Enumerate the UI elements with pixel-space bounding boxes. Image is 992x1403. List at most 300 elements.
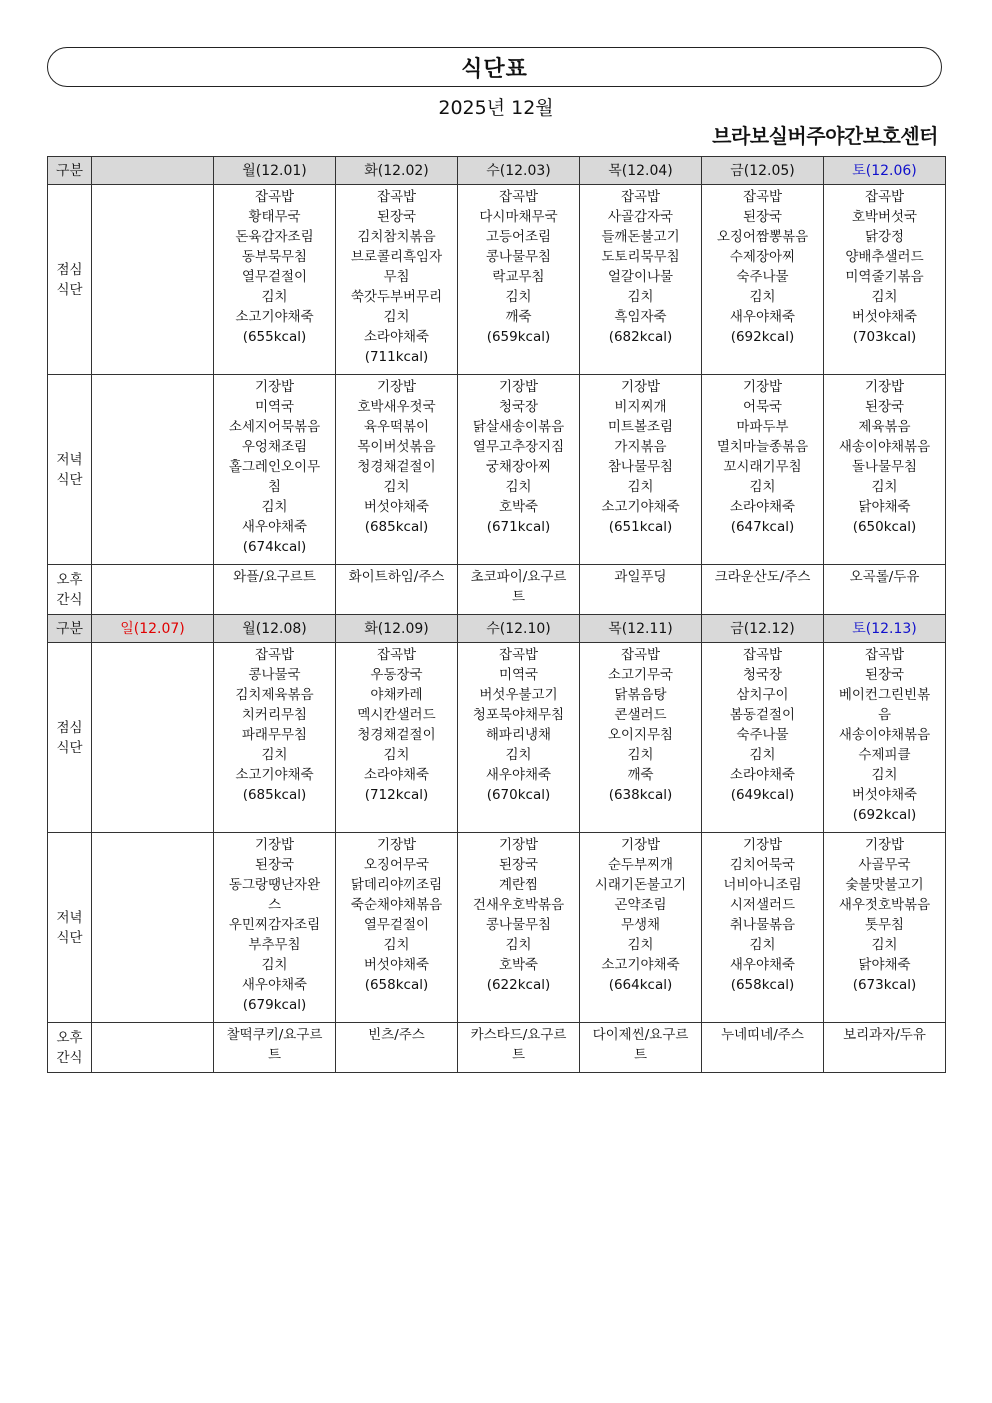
menu-item: 김치 xyxy=(383,937,410,953)
menu-item: 소고기야채죽 xyxy=(235,309,314,325)
menu-item: 기장밥 xyxy=(254,379,295,395)
snack-cell xyxy=(336,1023,458,1073)
menu-item: 소고기무국 xyxy=(607,667,674,683)
menu-item: 기장밥 xyxy=(620,379,661,395)
menu-item: (685kcal) xyxy=(242,787,307,803)
dinner-cell xyxy=(824,375,946,565)
menu-item: 너비아니조림 xyxy=(723,877,802,893)
lunch-label xyxy=(48,185,92,375)
menu-item: (650kcal) xyxy=(852,519,917,535)
menu-item: 김치 xyxy=(871,289,898,305)
menu-item: (692kcal) xyxy=(852,807,917,823)
menu-item: 해파리냉채 xyxy=(485,727,552,743)
menu-item: 소고기야채죽 xyxy=(601,499,680,515)
menu-item: (712kcal) xyxy=(364,787,429,803)
menu-item: 잡곡밥 xyxy=(254,189,295,205)
menu-item: 김치 xyxy=(383,479,410,495)
menu-item: 김치 xyxy=(749,747,776,763)
menu-item: 김치 xyxy=(749,479,776,495)
dinner-cell xyxy=(214,833,336,1023)
menu-item: 잡곡밥 xyxy=(864,189,905,205)
menu-item: 김치 xyxy=(261,957,288,973)
menu-month: 2025년 12월 xyxy=(438,97,554,119)
dinner-cell xyxy=(92,833,214,1023)
menu-item: (651kcal) xyxy=(608,519,673,535)
lunch-label xyxy=(48,643,92,833)
label-line: 오후 xyxy=(56,571,83,588)
menu-item: 봄동겉절이 xyxy=(729,707,796,723)
lunch-cell xyxy=(580,643,702,833)
menu-item: 김치 xyxy=(383,747,410,763)
menu-item: 트 xyxy=(511,1047,526,1063)
menu-item: (658kcal) xyxy=(730,977,795,993)
day-header: 금(12.05) xyxy=(702,157,824,185)
menu-item: 김치 xyxy=(261,499,288,515)
snack-cell xyxy=(580,565,702,615)
menu-item: (647kcal) xyxy=(730,519,795,535)
menu-item: 얼갈이나물 xyxy=(607,269,674,285)
menu-item: 버섯야채죽 xyxy=(363,957,430,973)
menu-item: 호박새우젓국 xyxy=(357,399,436,415)
snack-cell xyxy=(824,565,946,615)
menu-item: 잡곡밥 xyxy=(254,647,295,663)
menu-item: 열무겉절이 xyxy=(241,269,308,285)
day-header: 수(12.10) xyxy=(458,615,580,643)
menu-item: 음 xyxy=(877,707,892,723)
menu-item: 화이트하임/주스 xyxy=(348,569,445,585)
menu-item: 새우야채죽 xyxy=(241,519,308,535)
menu-item: 김치 xyxy=(505,937,532,953)
menu-item: 멕시칸샐러드 xyxy=(357,707,436,723)
menu-item: 미트볼조림 xyxy=(607,419,674,435)
snack-cell xyxy=(458,565,580,615)
menu-item: 가지볶음 xyxy=(614,439,667,455)
menu-item: 콩나물국 xyxy=(248,667,301,683)
menu-item: 잡곡밥 xyxy=(620,647,661,663)
menu-item: 비지찌개 xyxy=(614,399,667,415)
menu-item: 수제장아찌 xyxy=(729,249,796,265)
snack-cell xyxy=(92,1023,214,1073)
menu-item: 깨죽 xyxy=(505,309,532,325)
snack-row xyxy=(48,565,946,615)
menu-item: 톳무침 xyxy=(864,917,905,933)
menu-item: 돌나물무침 xyxy=(851,459,918,475)
menu-item: 돈육감자조림 xyxy=(235,229,314,245)
dinner-cell xyxy=(336,833,458,1023)
dinner-label xyxy=(48,833,92,1023)
week-header-row xyxy=(48,157,946,185)
menu-item: 닭볶음탕 xyxy=(614,687,667,703)
dinner-cell xyxy=(580,375,702,565)
label-line: 저녁 xyxy=(56,451,83,468)
label-line: 식단 xyxy=(56,929,83,946)
menu-item: 빈츠/주스 xyxy=(368,1027,425,1043)
day-header: 월(12.01) xyxy=(214,157,336,185)
title-box xyxy=(47,47,942,87)
label-line: 식단 xyxy=(56,739,83,756)
category-header: 구분 xyxy=(48,157,92,185)
menu-item: 콩나물무침 xyxy=(485,249,552,265)
menu-item: 청경채겉절이 xyxy=(357,727,436,743)
menu-item: 락교무침 xyxy=(492,269,545,285)
menu-item: 죽순채야채볶음 xyxy=(350,897,443,913)
menu-item: 우동장국 xyxy=(370,667,423,683)
menu-item: 침 xyxy=(267,479,282,495)
menu-item: (685kcal) xyxy=(364,519,429,535)
day-header: 화(12.02) xyxy=(336,157,458,185)
menu-item: 된장국 xyxy=(498,857,539,873)
menu-item: 버섯야채죽 xyxy=(851,787,918,803)
lunch-cell xyxy=(92,185,214,375)
snack-cell xyxy=(336,565,458,615)
menu-item: 어묵국 xyxy=(742,399,783,415)
dinner-cell xyxy=(458,375,580,565)
lunch-cell xyxy=(580,185,702,375)
menu-item: 무생채 xyxy=(620,917,661,933)
menu-item: (711kcal) xyxy=(364,349,429,365)
menu-item: 닭야채죽 xyxy=(858,499,911,515)
menu-item: 청포묵야채무침 xyxy=(472,707,565,723)
lunch-cell xyxy=(214,185,336,375)
menu-item: 된장국 xyxy=(254,857,295,873)
menu-item: 소라야채죽 xyxy=(729,499,796,515)
menu-item: 동그랑땡난자완 xyxy=(228,877,321,893)
menu-item: 계란찜 xyxy=(498,877,539,893)
menu-item: 닭살새송이볶음 xyxy=(472,419,565,435)
day-header: 화(12.09) xyxy=(336,615,458,643)
label-line: 오후 xyxy=(56,1029,83,1046)
menu-item: 호박죽 xyxy=(498,957,539,973)
menu-item: 목이버섯볶음 xyxy=(357,439,436,455)
dinner-cell xyxy=(580,833,702,1023)
week-header-row xyxy=(48,615,946,643)
menu-item: 숯불맛불고기 xyxy=(845,877,924,893)
menu-item: 스 xyxy=(267,897,282,913)
menu-table xyxy=(47,156,946,1073)
menu-item: 소세지어묵볶음 xyxy=(228,419,321,435)
menu-item: 기장밥 xyxy=(254,837,295,853)
menu-item: 기장밥 xyxy=(742,837,783,853)
menu-item: 참나물무침 xyxy=(607,459,674,475)
menu-item: (658kcal) xyxy=(364,977,429,993)
label-line: 식단 xyxy=(56,471,83,488)
menu-item: 제육볶음 xyxy=(858,419,911,435)
menu-item: 김치 xyxy=(627,747,654,763)
menu-item: 누네띠네/주스 xyxy=(721,1027,804,1043)
menu-item: 시저샐러드 xyxy=(729,897,796,913)
menu-item: 새우야채죽 xyxy=(241,977,308,993)
menu-item: 콩나물무침 xyxy=(485,917,552,933)
menu-item: 다시마채무국 xyxy=(479,209,558,225)
menu-item: 기장밥 xyxy=(376,379,417,395)
menu-item: 흑임자죽 xyxy=(614,309,667,325)
menu-item: 미역국 xyxy=(498,667,539,683)
menu-item: 황태무국 xyxy=(248,209,301,225)
menu-item: 브로콜리흑임자 xyxy=(350,249,443,265)
label-line: 점심 xyxy=(56,261,83,278)
menu-item: 육우떡볶이 xyxy=(363,419,430,435)
menu-item: 우엉채조림 xyxy=(241,439,308,455)
menu-item: 콘샐러드 xyxy=(614,707,667,723)
snack-cell xyxy=(580,1023,702,1073)
menu-item: 사골감자국 xyxy=(607,209,674,225)
menu-item: 김치 xyxy=(627,937,654,953)
menu-item: 김치 xyxy=(871,937,898,953)
menu-item: 열무겉절이 xyxy=(363,917,430,933)
menu-item: 새우야채죽 xyxy=(729,957,796,973)
menu-item: 김치 xyxy=(871,767,898,783)
menu-item: 청국장 xyxy=(498,399,539,415)
snack-label xyxy=(48,1023,92,1073)
menu-item: 버섯우불고기 xyxy=(479,687,558,703)
menu-item: 닭야채죽 xyxy=(858,957,911,973)
menu-item: 김치 xyxy=(749,937,776,953)
menu-item: (692kcal) xyxy=(730,329,795,345)
menu-item: 김치 xyxy=(871,479,898,495)
menu-item: 새우야채죽 xyxy=(485,767,552,783)
menu-item: (649kcal) xyxy=(730,787,795,803)
dinner-cell xyxy=(92,375,214,565)
dinner-row xyxy=(48,375,946,565)
menu-item: 김치 xyxy=(383,309,410,325)
menu-item: 야채카레 xyxy=(370,687,423,703)
menu-item: 미역줄기볶음 xyxy=(845,269,924,285)
dinner-cell xyxy=(824,833,946,1023)
menu-item: 기장밥 xyxy=(376,837,417,853)
menu-item: 닭데리야끼조림 xyxy=(350,877,443,893)
dinner-row xyxy=(48,833,946,1023)
menu-item: 동부묵무침 xyxy=(241,249,308,265)
menu-item: 들깨돈불고기 xyxy=(601,229,680,245)
menu-item: 김치제육볶음 xyxy=(235,687,314,703)
menu-item: 궁채장아찌 xyxy=(485,459,552,475)
menu-item: 잡곡밥 xyxy=(498,647,539,663)
menu-item: 잡곡밥 xyxy=(376,647,417,663)
menu-item: 기장밥 xyxy=(498,379,539,395)
menu-item: 베이컨그린빈볶 xyxy=(838,687,931,703)
menu-item: 김치 xyxy=(505,479,532,495)
menu-item: (679kcal) xyxy=(242,997,307,1013)
lunch-cell xyxy=(702,643,824,833)
dinner-label xyxy=(48,375,92,565)
snack-row xyxy=(48,1023,946,1073)
menu-item: 멸치마늘종볶음 xyxy=(716,439,809,455)
menu-item: 청경채겉절이 xyxy=(357,459,436,475)
lunch-cell xyxy=(92,643,214,833)
menu-item: 과일푸딩 xyxy=(614,569,667,585)
menu-item: (664kcal) xyxy=(608,977,673,993)
snack-cell xyxy=(824,1023,946,1073)
menu-item: 소고기야채죽 xyxy=(235,767,314,783)
menu-item: 소고기야채죽 xyxy=(601,957,680,973)
snack-cell xyxy=(214,1023,336,1073)
menu-item: 오징어무국 xyxy=(363,857,430,873)
day-header: 목(12.11) xyxy=(580,615,702,643)
menu-item: 순두부찌개 xyxy=(607,857,674,873)
snack-cell xyxy=(458,1023,580,1073)
menu-item: 트 xyxy=(267,1047,282,1063)
menu-item: (655kcal) xyxy=(242,329,307,345)
menu-item: 김치 xyxy=(261,289,288,305)
menu-item: 꼬시래기무침 xyxy=(723,459,802,475)
menu-item: 호박버섯국 xyxy=(851,209,918,225)
menu-item: 호박죽 xyxy=(498,499,539,515)
menu-item: 쑥갓두부버무리 xyxy=(350,289,443,305)
menu-item: 취나물볶음 xyxy=(729,917,796,933)
menu-item: 김치 xyxy=(627,479,654,495)
label-line: 점심 xyxy=(56,719,83,736)
menu-item: 깨죽 xyxy=(627,767,654,783)
dinner-cell xyxy=(214,375,336,565)
menu-item: 김치 xyxy=(505,747,532,763)
menu-item: 부추무침 xyxy=(248,937,301,953)
lunch-row xyxy=(48,643,946,833)
menu-item: 찰떡쿠키/요구르 xyxy=(226,1027,323,1043)
label-line: 간식 xyxy=(56,1049,83,1066)
menu-item: (671kcal) xyxy=(486,519,551,535)
menu-item: 트 xyxy=(633,1047,648,1063)
day-header: 토(12.13) xyxy=(824,615,946,643)
menu-item: 파래무무침 xyxy=(241,727,308,743)
day-header xyxy=(92,157,214,185)
menu-item: 된장국 xyxy=(864,399,905,415)
menu-item: 소라야채죽 xyxy=(363,329,430,345)
day-header: 일(12.07) xyxy=(92,615,214,643)
snack-cell xyxy=(214,565,336,615)
menu-item: 초코파이/요구르 xyxy=(470,569,567,585)
day-header: 수(12.03) xyxy=(458,157,580,185)
menu-item: 잡곡밥 xyxy=(864,647,905,663)
menu-item: 곤약조림 xyxy=(614,897,667,913)
lunch-cell xyxy=(458,185,580,375)
menu-item: 된장국 xyxy=(742,209,783,225)
menu-item: 수제피클 xyxy=(858,747,911,763)
page-title: 식단표 xyxy=(461,56,528,82)
menu-item: 소라야채죽 xyxy=(363,767,430,783)
snack-label xyxy=(48,565,92,615)
menu-item: 김치어묵국 xyxy=(729,857,796,873)
menu-item: (638kcal) xyxy=(608,787,673,803)
lunch-cell xyxy=(824,185,946,375)
lunch-cell xyxy=(336,643,458,833)
menu-item: 닭강정 xyxy=(864,229,905,245)
label-line: 식단 xyxy=(56,281,83,298)
menu-item: 버섯야채죽 xyxy=(363,499,430,515)
snack-cell xyxy=(702,565,824,615)
dinner-cell xyxy=(336,375,458,565)
menu-item: 시래기돈불고기 xyxy=(594,877,687,893)
menu-item: 보리과자/두유 xyxy=(843,1027,926,1043)
menu-item: 다이제씬/요구르 xyxy=(592,1027,689,1043)
menu-item: 오이지무침 xyxy=(607,727,674,743)
menu-item: (682kcal) xyxy=(608,329,673,345)
menu-item: 오징어짬뽕볶음 xyxy=(716,229,809,245)
label-line: 저녁 xyxy=(56,909,83,926)
menu-item: 잡곡밥 xyxy=(376,189,417,205)
menu-item: 새송이야채볶음 xyxy=(838,439,931,455)
menu-item: 소라야채죽 xyxy=(729,767,796,783)
menu-item: 기장밥 xyxy=(498,837,539,853)
lunch-row xyxy=(48,185,946,375)
menu-item: 청국장 xyxy=(742,667,783,683)
menu-item: (703kcal) xyxy=(852,329,917,345)
menu-item: 잡곡밥 xyxy=(620,189,661,205)
menu-item: 된장국 xyxy=(376,209,417,225)
menu-item: 새우야채죽 xyxy=(729,309,796,325)
menu-item: 김치 xyxy=(505,289,532,305)
label-line: 간식 xyxy=(56,591,83,608)
menu-item: 김치 xyxy=(749,289,776,305)
lunch-cell xyxy=(214,643,336,833)
menu-item: 된장국 xyxy=(864,667,905,683)
menu-item: 우민찌감자조림 xyxy=(228,917,321,933)
lunch-cell xyxy=(458,643,580,833)
menu-item: 삼치구이 xyxy=(736,687,789,703)
menu-item: 기장밥 xyxy=(864,837,905,853)
menu-item: (673kcal) xyxy=(852,977,917,993)
menu-item: 김치 xyxy=(261,747,288,763)
menu-item: 기장밥 xyxy=(620,837,661,853)
lunch-cell xyxy=(824,643,946,833)
menu-item: 건새우호박볶음 xyxy=(472,897,565,913)
category-header: 구분 xyxy=(48,615,92,643)
menu-item: 카스타드/요구르 xyxy=(470,1027,567,1043)
snack-cell xyxy=(92,565,214,615)
menu-item: 잡곡밥 xyxy=(742,189,783,205)
day-header: 토(12.06) xyxy=(824,157,946,185)
menu-item: 마파두부 xyxy=(736,419,789,435)
menu-item: 미역국 xyxy=(254,399,295,415)
menu-item: (659kcal) xyxy=(486,329,551,345)
menu-item: 기장밥 xyxy=(742,379,783,395)
snack-cell xyxy=(702,1023,824,1073)
menu-item: 김치참치볶음 xyxy=(357,229,436,245)
day-header: 금(12.12) xyxy=(702,615,824,643)
menu-item: 무침 xyxy=(383,269,410,285)
menu-item: 양배추샐러드 xyxy=(845,249,924,265)
menu-item: 숙주나물 xyxy=(736,727,789,743)
menu-item: 새송이야채볶음 xyxy=(838,727,931,743)
menu-item: 고등어조림 xyxy=(485,229,552,245)
dinner-cell xyxy=(458,833,580,1023)
menu-item: 도토리묵무침 xyxy=(601,249,680,265)
menu-item: 치커리무침 xyxy=(241,707,308,723)
menu-item: 김치 xyxy=(627,289,654,305)
center-name: 브라보실버주야간보호센터 xyxy=(712,124,938,148)
menu-item: (622kcal) xyxy=(486,977,551,993)
menu-item: 와플/요구르트 xyxy=(233,569,316,585)
lunch-cell xyxy=(702,185,824,375)
menu-item: 사골무국 xyxy=(858,857,911,873)
day-header: 월(12.08) xyxy=(214,615,336,643)
menu-item: 새우젓호박볶음 xyxy=(838,897,931,913)
menu-item: (674kcal) xyxy=(242,539,307,555)
menu-item: 홀그레인오이무 xyxy=(228,459,321,475)
menu-item: 버섯야채죽 xyxy=(851,309,918,325)
menu-item: 열무고추장지짐 xyxy=(472,439,565,455)
menu-item: 크라운산도/주스 xyxy=(714,569,811,585)
menu-item: 잡곡밥 xyxy=(498,189,539,205)
menu-item: (670kcal) xyxy=(486,787,551,803)
lunch-cell xyxy=(336,185,458,375)
dinner-cell xyxy=(702,375,824,565)
menu-item: 트 xyxy=(511,589,526,605)
menu-item: 기장밥 xyxy=(864,379,905,395)
menu-item: 숙주나물 xyxy=(736,269,789,285)
menu-item: 오곡롤/두유 xyxy=(849,569,920,585)
dinner-cell xyxy=(702,833,824,1023)
day-header: 목(12.04) xyxy=(580,157,702,185)
